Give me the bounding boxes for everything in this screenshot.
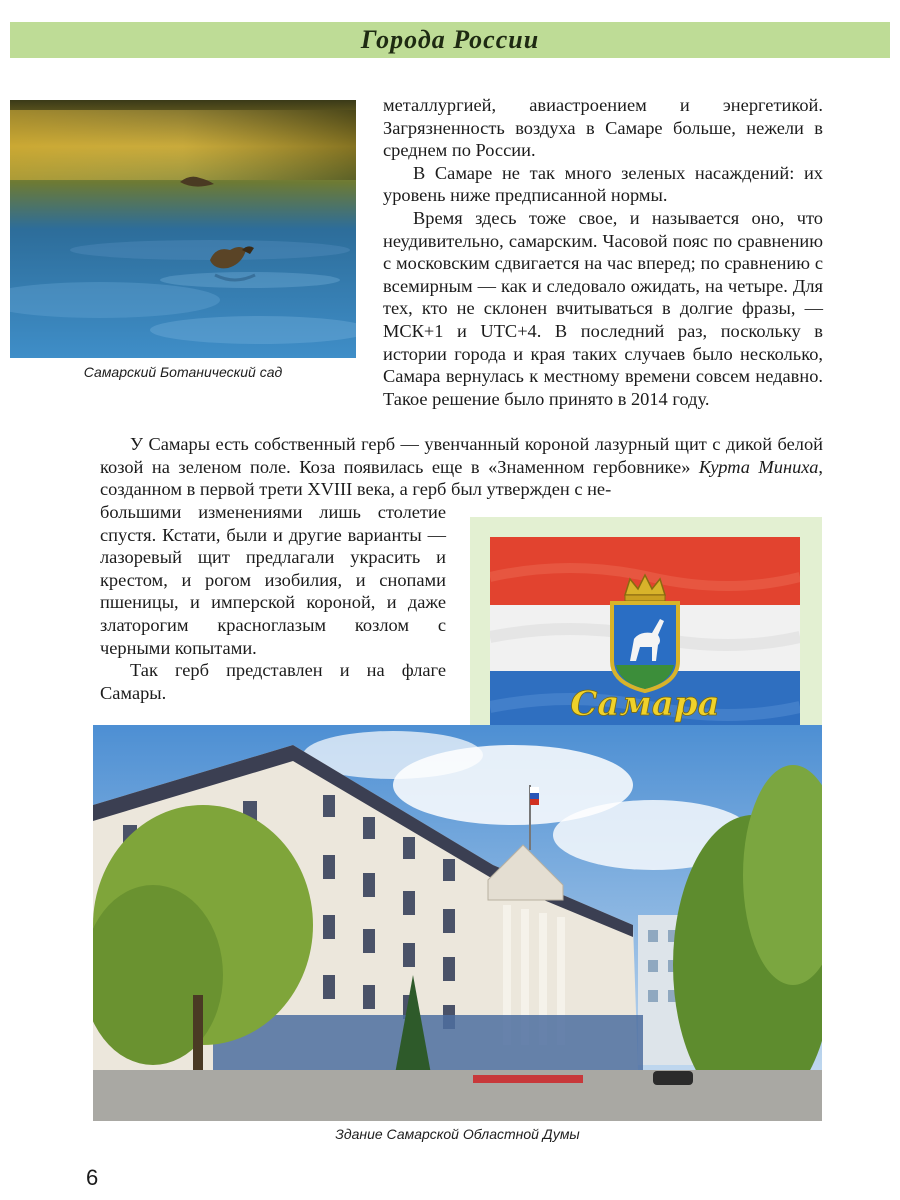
wide-text — [100, 433, 823, 501]
pond-with-ducks-image — [10, 100, 356, 358]
coat-of-arms-shield-icon — [612, 603, 678, 691]
garden-caption: Самарский Ботанический сад — [83, 364, 283, 380]
wide-text-end: , созданном в первой трети XVIII века, а герб был утвержден с не- — [100, 456, 823, 500]
section-header — [10, 22, 890, 58]
left-paragraph: большими изменениями лишь столетие спустя. Кстати, были и другие варианты — лазоревый щит предлагали украсить и крестом, и рогом изобилия, и снопами пшеницы, и имперской короной, и даже златорогим красноглазым козлом с черными копытами. — [100, 502, 446, 658]
duma-caption: Здание Самарской Областной Думы — [335, 1126, 580, 1142]
section-title: Города России — [360, 25, 540, 54]
flag-word: Самара — [570, 684, 720, 724]
column-paragraph: металлургией, авиастроением и энергетикой. Загрязненность воздуха в Самаре больше, нежели в среднем по России. — [383, 95, 823, 161]
left-paragraph: Так герб представлен и на флаге Самары. — [100, 660, 446, 703]
page-number: 6 — [86, 1165, 99, 1190]
column-paragraph: Время здесь тоже свое, и называется оно, что неудивительно, самарским. Часовой пояс по сравнению с московским сдвигается на час вперед; по сравнению с всемирным — как и следовало ожидать, на четыре. Для тех, кто не склонен вчитываться в долгие фразы, — МСК+1 и UTC+4. В последний раз, поскольку в истории города и края таких случаев было несколько, Самара вернулась к местному времени совсем недавно. Такое решение было принято в 2014 году. — [383, 207, 823, 409]
person-name: Курта Миниха — [698, 456, 819, 477]
garden-photo — [10, 100, 356, 358]
duma-photo — [93, 725, 822, 1121]
column-paragraph: В Самаре не так много зеленых насаждений: их уровень ниже предписанной нормы. — [383, 162, 823, 206]
wide-paragraph — [100, 433, 823, 501]
column-text — [383, 94, 823, 410]
wide-text-start: У Самары есть собственный герб — увенчанный короной лазурный щит с дикой белой козой на зеленом поле. Коза появилась еще в «Знаменном гербовнике» — [100, 434, 823, 477]
samara-flag-image — [490, 537, 800, 739]
left-text — [100, 501, 446, 704]
duma-building-image — [93, 725, 822, 1121]
